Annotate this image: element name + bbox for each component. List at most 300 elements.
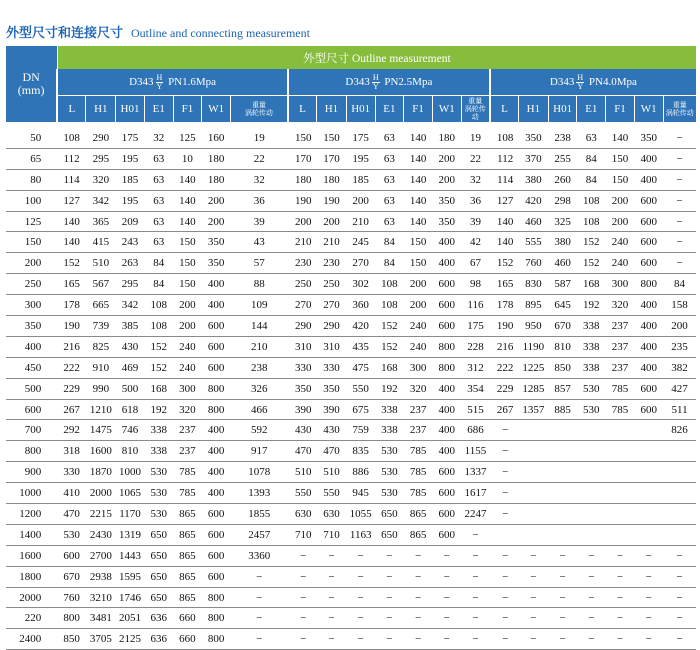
table-cell: 2247 xyxy=(461,504,490,525)
table-cell: 140 xyxy=(404,148,433,169)
column-header: W1 xyxy=(432,96,461,123)
table-cell: − xyxy=(375,545,404,566)
dn-cell: 500 xyxy=(6,378,57,399)
table-cell xyxy=(634,462,663,483)
table-cell: − xyxy=(606,629,635,650)
table-cell: 650 xyxy=(144,566,173,587)
table-cell: 1855 xyxy=(230,504,287,525)
table-cell: 800 xyxy=(202,587,231,608)
table-cell: 380 xyxy=(519,169,549,190)
table-cell: − xyxy=(634,629,663,650)
table-cell: 600 xyxy=(634,378,663,399)
table-cell: 237 xyxy=(404,399,433,420)
table-cell: 1595 xyxy=(116,566,145,587)
dn-cell: 700 xyxy=(6,420,57,441)
table-cell xyxy=(548,441,577,462)
table-cell: 175 xyxy=(116,128,145,148)
table-row xyxy=(6,524,696,545)
table-cell: 400 xyxy=(634,295,663,316)
table-cell: 800 xyxy=(202,378,231,399)
table-cell: − xyxy=(490,545,519,566)
table-cell: − xyxy=(404,587,433,608)
gear-drive-label: 涡轮传动 xyxy=(244,109,273,117)
table-cell: 200 xyxy=(606,211,635,232)
table-cell: 150 xyxy=(606,169,635,190)
table-row xyxy=(6,274,696,295)
table-cell: 57 xyxy=(230,253,287,274)
table-cell: 292 xyxy=(57,420,86,441)
table-cell: 140 xyxy=(173,211,202,232)
table-cell: 1078 xyxy=(230,462,287,483)
weight-column-header xyxy=(230,96,287,123)
table-cell: 350 xyxy=(288,378,317,399)
table-cell: 650 xyxy=(144,545,173,566)
table-cell: 460 xyxy=(519,211,549,232)
table-cell: 390 xyxy=(288,399,317,420)
table-cell: 830 xyxy=(519,274,549,295)
table-cell: − xyxy=(490,441,519,462)
table-cell: 760 xyxy=(57,587,86,608)
table-cell: 587 xyxy=(548,274,577,295)
gear-drive-label: 涡轮传动 xyxy=(665,109,694,117)
column-header: H01 xyxy=(548,96,577,123)
table-cell: 800 xyxy=(634,274,663,295)
table-cell: − xyxy=(663,232,696,253)
weight-column-header xyxy=(461,96,490,123)
table-cell: 511 xyxy=(663,399,696,420)
table-cell: 470 xyxy=(317,441,347,462)
table-cell: 567 xyxy=(86,274,116,295)
table-cell xyxy=(606,524,635,545)
table-cell xyxy=(519,420,549,441)
dn-cell: 450 xyxy=(6,357,57,378)
table-cell: 400 xyxy=(202,483,231,504)
table-row xyxy=(6,190,696,211)
table-cell: 515 xyxy=(461,399,490,420)
table-cell: − xyxy=(634,566,663,587)
table-cell: 22 xyxy=(230,148,287,169)
table-cell: 600 xyxy=(202,545,231,566)
table-row xyxy=(6,128,696,148)
table-cell: 125 xyxy=(173,128,202,148)
table-cell: − xyxy=(663,608,696,629)
table-cell: 108 xyxy=(57,128,86,148)
table-cell xyxy=(663,462,696,483)
table-cell xyxy=(519,504,549,525)
table-cell: 850 xyxy=(57,629,86,650)
table-cell: − xyxy=(548,608,577,629)
table-cell: 530 xyxy=(375,441,404,462)
title-chinese: 外型尺寸和连接尺寸 xyxy=(6,26,124,41)
table-cell: 200 xyxy=(404,274,433,295)
column-header: L xyxy=(288,96,317,123)
table-cell: 550 xyxy=(317,483,347,504)
dn-cell: 150 xyxy=(6,232,57,253)
table-cell: 140 xyxy=(57,211,86,232)
table-cell: 350 xyxy=(519,128,549,148)
table-cell: − xyxy=(288,566,317,587)
table-cell: 1443 xyxy=(116,545,145,566)
table-cell: 200 xyxy=(404,295,433,316)
table-cell: 320 xyxy=(606,295,635,316)
table-cell: 1285 xyxy=(519,378,549,399)
table-cell: 267 xyxy=(490,399,519,420)
table-cell: 108 xyxy=(375,274,404,295)
table-cell: 150 xyxy=(317,128,347,148)
table-cell: 195 xyxy=(116,190,145,211)
column-header: F1 xyxy=(606,96,635,123)
table-cell xyxy=(663,524,696,545)
table-cell: 350 xyxy=(432,190,461,211)
table-cell: 400 xyxy=(432,232,461,253)
table-cell: − xyxy=(663,190,696,211)
table-cell: 338 xyxy=(375,420,404,441)
table-row xyxy=(6,608,696,629)
table-cell: 338 xyxy=(577,316,606,337)
measurement-table xyxy=(6,46,696,650)
table-cell: 240 xyxy=(404,316,433,337)
table-cell: 158 xyxy=(663,295,696,316)
table-cell: 530 xyxy=(577,378,606,399)
table-cell xyxy=(634,504,663,525)
table-cell: 1357 xyxy=(519,399,549,420)
table-cell: 835 xyxy=(346,441,375,462)
table-cell: 2700 xyxy=(86,545,116,566)
table-row xyxy=(6,545,696,566)
table-cell: 600 xyxy=(202,524,231,545)
table-cell: − xyxy=(404,566,433,587)
table-cell: 295 xyxy=(116,274,145,295)
table-cell: − xyxy=(230,566,287,587)
table-cell: − xyxy=(317,629,347,650)
table-cell: 555 xyxy=(519,232,549,253)
table-cell: 650 xyxy=(375,504,404,525)
table-cell: 530 xyxy=(144,504,173,525)
table-cell: 338 xyxy=(577,336,606,357)
table-cell: 84 xyxy=(663,274,696,295)
table-cell: 63 xyxy=(375,211,404,232)
table-row xyxy=(6,211,696,232)
table-cell: 760 xyxy=(519,253,549,274)
table-cell: 222 xyxy=(57,357,86,378)
table-cell: − xyxy=(346,629,375,650)
table-cell: 1163 xyxy=(346,524,375,545)
table-cell: − xyxy=(519,587,549,608)
table-cell: 84 xyxy=(144,274,173,295)
table-cell: 636 xyxy=(144,608,173,629)
table-cell: 825 xyxy=(86,336,116,357)
table-cell: 850 xyxy=(548,357,577,378)
table-cell: 800 xyxy=(57,608,86,629)
table-cell xyxy=(606,420,635,441)
table-cell: 2430 xyxy=(86,524,116,545)
table-cell xyxy=(519,524,549,545)
table-cell: 592 xyxy=(230,420,287,441)
column-header: E1 xyxy=(144,96,173,123)
table-row xyxy=(6,295,696,316)
table-row xyxy=(6,357,696,378)
table-cell xyxy=(548,462,577,483)
table-cell: 270 xyxy=(317,295,347,316)
table-cell: 180 xyxy=(317,169,347,190)
table-cell: 530 xyxy=(57,524,86,545)
table-cell: − xyxy=(288,587,317,608)
table-cell xyxy=(606,504,635,525)
table-cell: 895 xyxy=(519,295,549,316)
table-cell: 785 xyxy=(606,399,635,420)
table-cell: 243 xyxy=(116,232,145,253)
table-row xyxy=(6,253,696,274)
table-cell: 600 xyxy=(634,190,663,211)
table-cell: 800 xyxy=(432,357,461,378)
table-cell: 63 xyxy=(144,190,173,211)
table-cell: 175 xyxy=(461,316,490,337)
table-cell: 178 xyxy=(490,295,519,316)
table-cell: 400 xyxy=(634,357,663,378)
table-cell: 990 xyxy=(86,378,116,399)
table-cell: 216 xyxy=(490,336,519,357)
table-cell: 152 xyxy=(375,336,404,357)
table-cell: − xyxy=(663,253,696,274)
table-cell: 230 xyxy=(288,253,317,274)
table-cell: 660 xyxy=(173,629,202,650)
table-cell: 298 xyxy=(548,190,577,211)
table-cell: 185 xyxy=(116,169,145,190)
table-cell: 475 xyxy=(346,357,375,378)
table-cell: 10 xyxy=(173,148,202,169)
table-cell: 140 xyxy=(490,211,519,232)
table-cell: 385 xyxy=(116,316,145,337)
table-cell: 500 xyxy=(116,378,145,399)
dn-cell: 1800 xyxy=(6,566,57,587)
table-cell: 360 xyxy=(346,295,375,316)
fraction-bottom: Y xyxy=(156,81,163,91)
dn-header-unit: (mm) xyxy=(17,83,45,97)
table-cell: 785 xyxy=(404,441,433,462)
table-cell: 746 xyxy=(116,420,145,441)
table-cell: 350 xyxy=(202,232,231,253)
dn-cell: 1400 xyxy=(6,524,57,545)
table-cell: 310 xyxy=(317,336,347,357)
table-cell: 150 xyxy=(173,253,202,274)
table-cell: 530 xyxy=(577,399,606,420)
table-cell: 600 xyxy=(432,316,461,337)
table-cell: 150 xyxy=(173,274,202,295)
table-cell: 320 xyxy=(86,169,116,190)
table-cell: 318 xyxy=(57,441,86,462)
table-cell: 190 xyxy=(57,316,86,337)
table-cell: − xyxy=(634,545,663,566)
table-cell: 116 xyxy=(461,295,490,316)
table-cell: − xyxy=(432,587,461,608)
dn-cell: 1000 xyxy=(6,483,57,504)
table-cell xyxy=(606,483,635,504)
table-cell: 400 xyxy=(634,148,663,169)
table-cell: 238 xyxy=(230,357,287,378)
table-cell: 112 xyxy=(490,148,519,169)
table-cell: 19 xyxy=(230,128,287,148)
table-cell: 600 xyxy=(634,399,663,420)
table-cell: 670 xyxy=(548,316,577,337)
dn-cell: 100 xyxy=(6,190,57,211)
table-cell: 350 xyxy=(432,211,461,232)
table-cell: 600 xyxy=(432,274,461,295)
table-cell: − xyxy=(230,587,287,608)
table-cell: 310 xyxy=(288,336,317,357)
table-cell: 370 xyxy=(519,148,549,169)
table-cell: 885 xyxy=(548,399,577,420)
table-cell: − xyxy=(432,629,461,650)
table-cell: 400 xyxy=(432,399,461,420)
table-cell: − xyxy=(663,566,696,587)
table-cell: 3705 xyxy=(86,629,116,650)
table-cell: 109 xyxy=(230,295,287,316)
table-cell: 600 xyxy=(202,566,231,587)
model-prefix: D343 xyxy=(129,75,154,88)
table-cell: 400 xyxy=(634,169,663,190)
table-cell: 39 xyxy=(230,211,287,232)
table-cell xyxy=(663,441,696,462)
table-cell: 84 xyxy=(375,253,404,274)
table-cell: − xyxy=(346,545,375,566)
table-cell: 150 xyxy=(288,128,317,148)
column-header: W1 xyxy=(202,96,231,123)
table-cell: 63 xyxy=(144,211,173,232)
table-cell: 2000 xyxy=(86,483,116,504)
table-cell: 630 xyxy=(288,504,317,525)
table-cell: 67 xyxy=(461,253,490,274)
table-cell: − xyxy=(317,545,347,566)
table-cell: 950 xyxy=(519,316,549,337)
table-cell: 330 xyxy=(317,357,347,378)
table-cell: − xyxy=(346,566,375,587)
table-cell: − xyxy=(577,608,606,629)
table-cell: 785 xyxy=(404,483,433,504)
table-cell: − xyxy=(317,566,347,587)
table-cell: 152 xyxy=(144,357,173,378)
dn-cell: 300 xyxy=(6,295,57,316)
table-cell: 865 xyxy=(173,587,202,608)
table-cell: 330 xyxy=(57,462,86,483)
table-cell: 200 xyxy=(202,211,231,232)
table-cell: 400 xyxy=(202,295,231,316)
table-cell: 3360 xyxy=(230,545,287,566)
table-cell xyxy=(577,441,606,462)
dn-cell: 1200 xyxy=(6,504,57,525)
table-cell: 222 xyxy=(490,357,519,378)
table-cell: − xyxy=(577,629,606,650)
table-cell: 917 xyxy=(230,441,287,462)
table-cell xyxy=(634,524,663,545)
table-cell: − xyxy=(519,629,549,650)
table-cell xyxy=(606,462,635,483)
group-header-row xyxy=(6,69,696,96)
table-cell: 2215 xyxy=(86,504,116,525)
table-cell: 190 xyxy=(490,316,519,337)
table-cell: 510 xyxy=(317,462,347,483)
table-cell: 152 xyxy=(375,316,404,337)
table-cell: 660 xyxy=(173,608,202,629)
table-cell: 600 xyxy=(634,232,663,253)
table-row xyxy=(6,378,696,399)
fraction-bottom: Y xyxy=(372,81,379,91)
table-cell: 150 xyxy=(404,253,433,274)
table-cell: 210 xyxy=(230,336,287,357)
outline-header: 外型尺寸 Outline measurement xyxy=(57,46,696,69)
table-cell xyxy=(606,441,635,462)
dn-cell: 800 xyxy=(6,441,57,462)
table-cell: 466 xyxy=(230,399,287,420)
table-row xyxy=(6,629,696,650)
table-cell: 168 xyxy=(577,274,606,295)
table-cell: 84 xyxy=(375,232,404,253)
table-cell: 200 xyxy=(432,169,461,190)
table-cell: 600 xyxy=(202,336,231,357)
table-cell: 338 xyxy=(144,420,173,441)
table-cell: − xyxy=(461,545,490,566)
table-cell: 180 xyxy=(432,128,461,148)
table-cell: 759 xyxy=(346,420,375,441)
table-cell: − xyxy=(548,629,577,650)
table-cell: − xyxy=(230,608,287,629)
table-cell: − xyxy=(404,629,433,650)
table-cell xyxy=(548,504,577,525)
table-cell: − xyxy=(432,545,461,566)
table-row xyxy=(6,169,696,190)
table-cell: 140 xyxy=(490,232,519,253)
table-cell: 1475 xyxy=(86,420,116,441)
weight-column-header xyxy=(663,96,696,123)
table-cell: 152 xyxy=(490,253,519,274)
table-cell: − xyxy=(606,545,635,566)
table-cell: 190 xyxy=(288,190,317,211)
table-cell: 88 xyxy=(230,274,287,295)
table-cell: 865 xyxy=(404,504,433,525)
table-cell: 150 xyxy=(404,232,433,253)
model-prefix: D343 xyxy=(549,75,575,88)
table-cell: 785 xyxy=(404,462,433,483)
table-cell: 170 xyxy=(288,148,317,169)
dn-cell: 220 xyxy=(6,608,57,629)
table-cell: − xyxy=(577,566,606,587)
table-cell: 320 xyxy=(404,378,433,399)
table-cell: 165 xyxy=(490,274,519,295)
table-cell: − xyxy=(606,566,635,587)
table-cell: 32 xyxy=(144,128,173,148)
table-cell: 1210 xyxy=(86,399,116,420)
column-header: H1 xyxy=(317,96,347,123)
table-cell: 140 xyxy=(606,128,635,148)
table-cell: 427 xyxy=(663,378,696,399)
model-prefix: D343 xyxy=(345,75,370,88)
table-cell: 170 xyxy=(317,148,347,169)
table-cell: − xyxy=(606,608,635,629)
fraction-top: H xyxy=(372,72,379,82)
table-cell: 865 xyxy=(173,566,202,587)
dn-cell: 200 xyxy=(6,253,57,274)
table-cell: 140 xyxy=(404,190,433,211)
table-cell: 229 xyxy=(490,378,519,399)
table-cell: 39 xyxy=(461,211,490,232)
dn-cell: 400 xyxy=(6,336,57,357)
table-cell: 330 xyxy=(288,357,317,378)
table-cell: 945 xyxy=(346,483,375,504)
table-cell: 400 xyxy=(634,316,663,337)
table-cell: 200 xyxy=(173,295,202,316)
table-cell: 686 xyxy=(461,420,490,441)
table-cell: − xyxy=(519,545,549,566)
table-cell: 152 xyxy=(144,336,173,357)
